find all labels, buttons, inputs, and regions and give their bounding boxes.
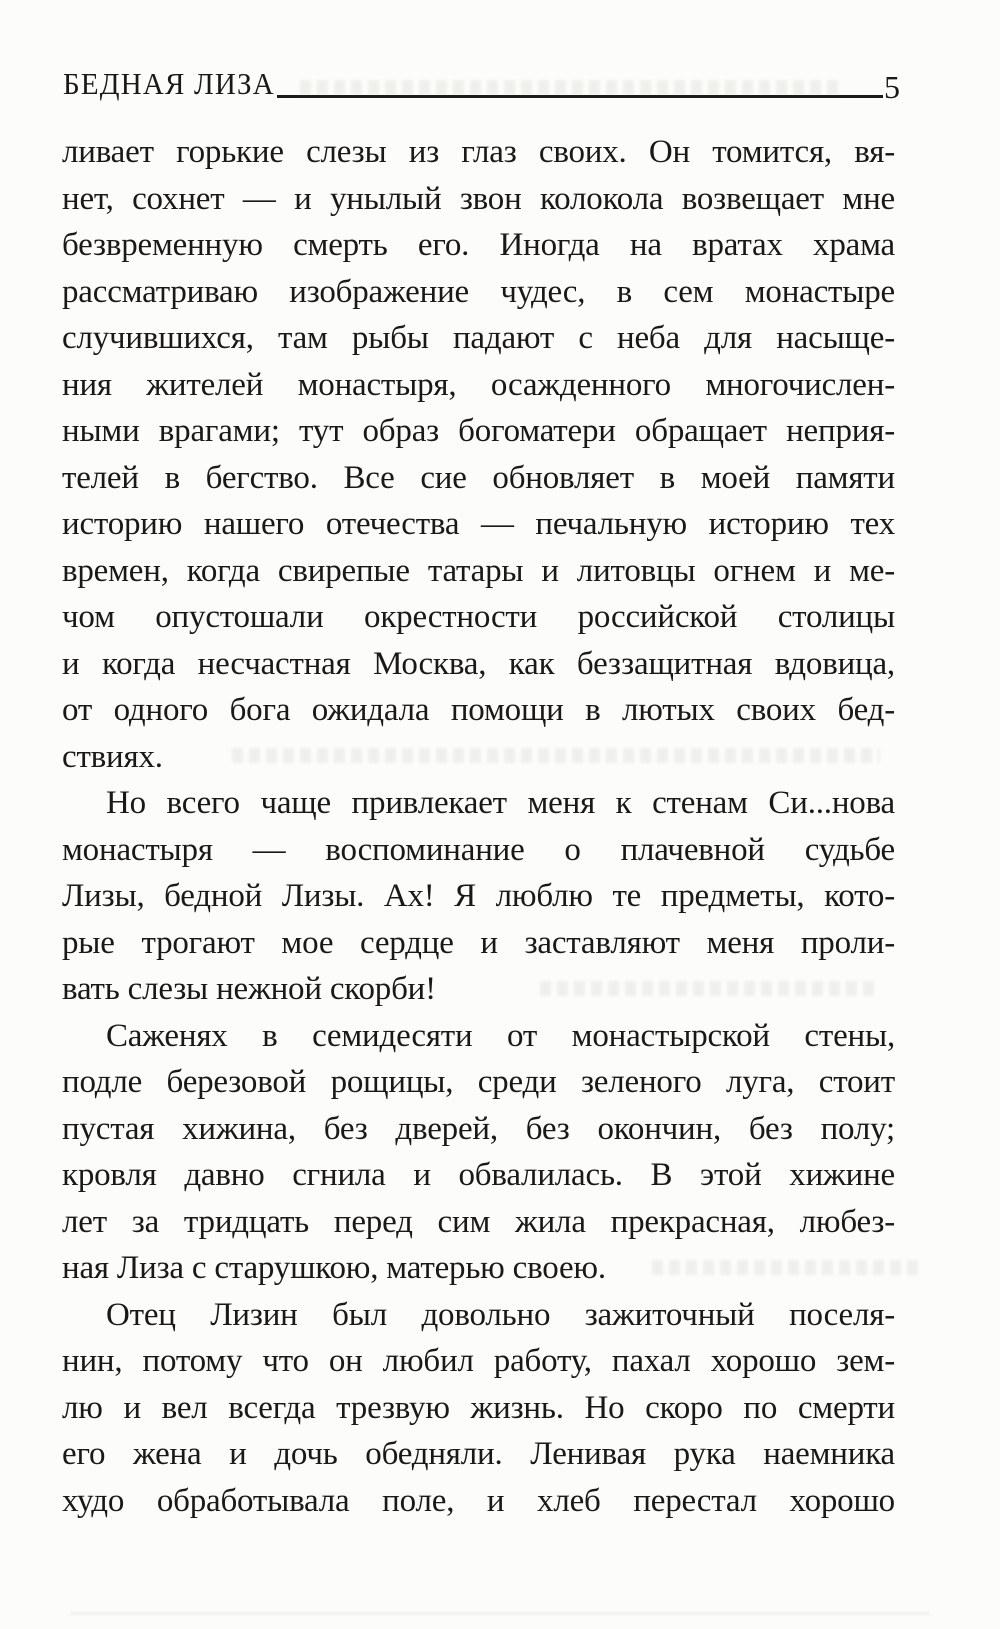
text-line: случившихся, там рыбы падают с неба для насыще- [62,320,895,356]
text-line: его жена и дочь обедняли. Ленивая рука наемника [62,1436,895,1472]
text-line: безвременную смерть его. Иногда на вратах храма [62,227,895,263]
text-line: ными врагами; тут образ богоматери обращает неприя- [62,413,895,449]
text-line: нин, потому что он любил работу, пахал хорошо зем- [62,1343,895,1379]
running-head [63,67,900,105]
text-line: Отец Лизин был довольно зажиточный поселя- [106,1296,895,1333]
text-line: вать слезы нежной скорби! [62,971,436,1007]
text-line: телей в бегство. Все сие обновляет в моей памяти [62,459,895,496]
text-line: Лизы, бедной Лизы. Ах! Я люблю те предметы, кото- [62,878,895,914]
scan-edge-artifact [70,1612,930,1615]
header-rule [277,94,883,98]
text-line: рые трогают мое сердце и заставляют меня проли- [62,924,895,961]
running-head-title: БЕДНАЯ ЛИЗА [63,67,275,102]
body-text [62,129,895,1524]
text-line: монастыря — воспоминание о плачевной судьбе [62,831,895,868]
text-line: Но всего чаще привлекает меня к стенам Си...нова [106,785,895,821]
text-line: подле березовой рощицы, среди зеленого луга, стоит [62,1064,895,1100]
text-line: историю нашего отечества — печальную историю тех [62,506,895,542]
text-line: пустая хижина, без дверей, без окончин, без полу; [62,1110,895,1147]
text-line: ливает горькие слезы из глаз своих. Он томится, вя- [62,134,895,170]
text-line: худо обработывала поле, и хлеб перестал хорошо [62,1482,895,1519]
text-line: лю и вел всегда трезвую жизнь. Но скоро по смерти [62,1389,895,1426]
text-line: ния жителей монастыря, осажденного многочислен- [62,366,895,403]
text-line: от одного бога ожидала помощи в лютых своих бед- [62,692,895,728]
text-line: кровля давно сгнила и обвалилась. В этой хижине [62,1157,895,1193]
text-line: ная Лиза с старушкою, матерью своею. [62,1250,606,1286]
text-line: нет, сохнет — и унылый звон колокола возвещает мне [62,180,895,217]
text-line: лет за тридцать перед сим жила прекрасная, любез- [62,1203,895,1240]
text-line: чом опустошали окрестности российской столицы [62,599,895,635]
text-line: ствиях. [62,738,163,775]
text-line: и когда несчастная Москва, как беззащитная вдовица, [62,645,895,682]
text-line: Саженях в семидесяти от монастырской стены, [106,1017,895,1054]
text-line: рассматриваю изображение чудес, в сем монастыре [62,273,895,310]
page-number: 5 [884,68,900,105]
text-line: времен, когда свирепые татары и литовцы огнем и ме- [62,552,895,589]
